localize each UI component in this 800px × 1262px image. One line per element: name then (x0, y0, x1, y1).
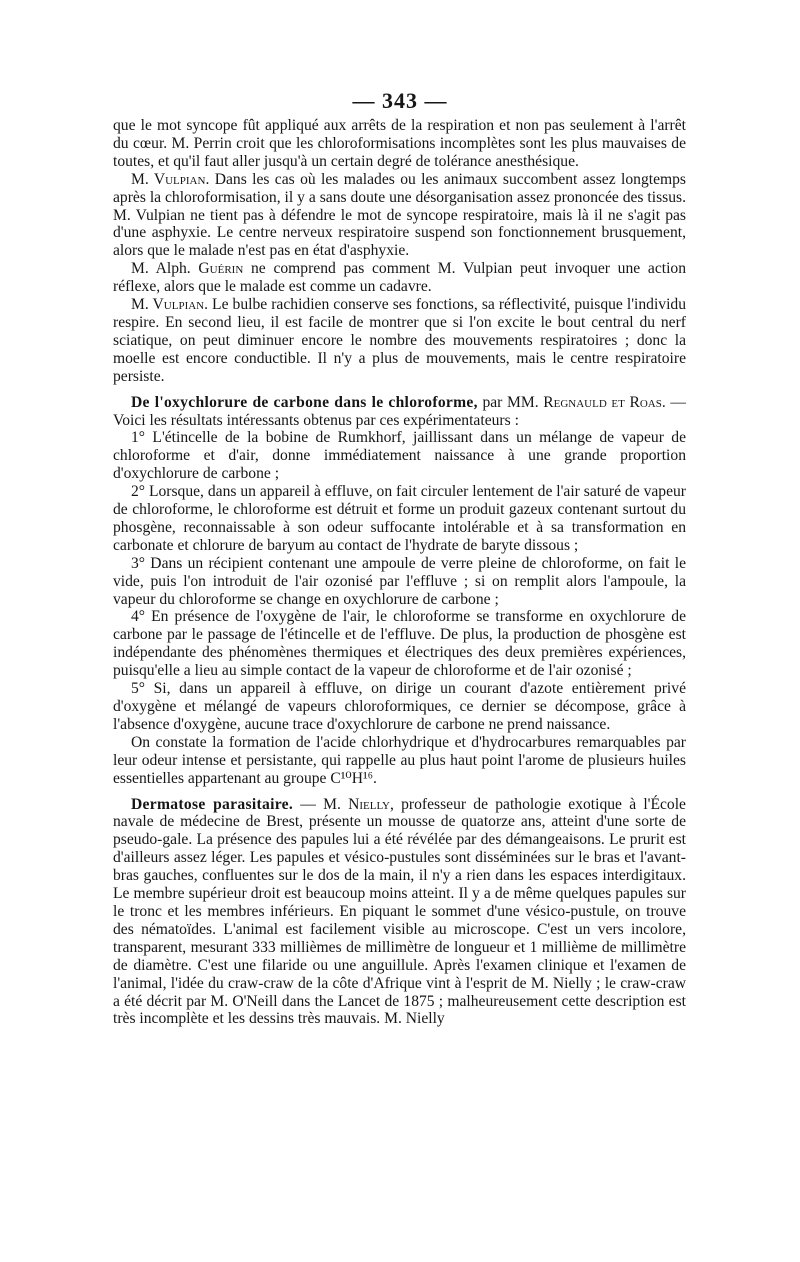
section-oxychlorure (113, 394, 686, 430)
section-dermatose (113, 796, 686, 1029)
speaker-prefix: M. Alph. (131, 260, 199, 278)
paragraph-text: Dans les cas où les malades ou les animaux succombent assez longtemps après la chloroformisation, il y a sans doute une désorganisation assez prononcée des tissus. M. Vulpian ne tient pas à défendre le mot de syncope respiratoire, mais là il ne s'agit pas d'une asphyxie. Le centre nerveux respiratoire suspend son fonctionnement brusquement, alors que le malade n'est pas en état d'asphyxie. (113, 170, 686, 260)
body-text (113, 117, 686, 1028)
list-item: 5° Si, dans un appareil à effluve, on dirige un courant d'azote entièrement privé d'oxygène et mélangé de vapeurs chloroformiques, ce dernier se décompose, grâce à l'absence d'oxygène, aucune trace d'oxychlorure de carbone ne prend naissance. (113, 680, 686, 733)
paragraph-text: ne comprend pas comment M. Vulpian peut invoquer une action réflexe, alors que le malade est comme un cadavre. (113, 260, 686, 296)
section-text: , professeur de pathologie exotique à l'École navale de médecine de Brest, présente un mousse de quatorze ans, atteint d'une sorte de pseudo-gale. La présence des papules lui a été révélée par des démangeaisons. Le prurit est d'ailleurs assez léger. Les papules et vésico-pustules sont disséminées sur le bras et l'avant-bras gauches, confluentes sur le dos de la main, il n'y a rien dans les espaces interdigitaux. Le membre supérieur droit est beaucoup moins atteint. Il y a de même quelques papules sur le tronc et les membres inférieurs. En piquant le sommet d'une vésico-pustule, on trouve des nématoïdes. L'animal est facilement visible au microscope. C'est un vers incolore, transparent, mesurant 333 millièmes de millimètre de longueur et 1 millième de millimètre de diamètre. C'est une filaride ou une anguillule. Après l'examen clinique et l'examen de l'animal, l'idée du craw-craw de la côte d'Afrique vint à l'esprit de M. Nielly ; le craw-craw a été décrit par M. O'Neill dans the Lancet de 1875 ; malheureusement cette description est très incomplète et les dessins très mauvais. M. Nielly (113, 795, 686, 1028)
paragraph-vulpian-2 (113, 296, 686, 386)
speaker-name: Guérin (198, 260, 244, 278)
speaker-name: M. Vulpian. (131, 296, 209, 314)
list-item: 1° L'étincelle de la bobine de Rumkhorf, jaillissant dans un mélange de vapeur de chloroforme et d'air, donne immédiatement naissance à une grande proportion d'oxychlorure de carbone ; (113, 429, 686, 483)
section-intro: — Voici les résultats intéressants obtenus par ces expérimentateurs : (113, 393, 686, 429)
paragraph-perrin: que le mot syncope fût appliqué aux arrêts de la respiration et non pas seulement à l'arrêt du cœur. M. Perrin croit que les chloroformisations incomplètes sont les plus mauvaises de toutes, et qu'il faut aller jusqu'à un certain degré de tolérance anesthésique. (113, 117, 686, 170)
paragraph-text: Le bulbe rachidien conserve ses fonctions, sa réflectivité, puisque l'individu respire. En second lieu, il est facile de montrer que si l'on excite le bout central du nerf sciatique, on peut diminuer encore le nombre des mouvements respiratoires ; donc la moelle est encore conductible. Il n'y a plus de mouvements, mais le centre respiratoire persiste. (113, 296, 686, 385)
speaker-name: M. Vulpian. (131, 170, 210, 188)
author-name: Nielly (348, 795, 391, 813)
paragraph-vulpian-1 (113, 171, 686, 261)
list-item: 2° Lorsque, dans un appareil à effluve, on fait circuler lentement de l'air saturé de vapeur de chloroforme, le chloroforme est détruit et forme un produit gazeux contenant surtout du phosgène, reconnaissable à son odeur suffocante intolérable et à sa transformation en carbonate et chlorure de baryum au contact de l'hydrate de baryte dissous ; (113, 483, 686, 554)
list-item: 3° Dans un récipient contenant une ampoule de verre pleine de chloroforme, on fait le vide, puis l'on introduit de l'air ozonisé par l'effluve ; si on remplit alors l'ampoule, la vapeur du chloroforme se change en oxychlorure de carbone ; (113, 554, 686, 608)
author-names: Regnauld et Roas. (543, 393, 666, 411)
section-byline: par MM. (477, 393, 544, 411)
page-number: — 343 — (352, 88, 448, 113)
section-title: De l'oxychlorure de carbone dans le chloroforme, (131, 393, 478, 411)
paragraph-guerin (113, 260, 686, 296)
list-item: 4° En présence de l'oxygène de l'air, le chloroforme se transforme en oxychlorure de carbone par le passage de l'étincelle et de l'effluve. De plus, la production de phosgène est indépendante des phénomènes thermiques et électriques des deux premières expériences, puisqu'elle a lieu au simple contact de la vapeur de chloroforme et de l'air ozonisé ; (113, 608, 686, 680)
paragraph-chlorhydrique: On constate la formation de l'acide chlorhydrique et d'hydrocarbures remarquables par leur odeur intense et persistante, qui rappelle au plus haut point l'arome de plusieurs huiles essentielles appartenant au groupe C¹⁰H¹⁶. (113, 733, 686, 787)
section-title: Dermatose parasitaire. (131, 795, 294, 813)
section-dash: — M. (293, 795, 349, 813)
